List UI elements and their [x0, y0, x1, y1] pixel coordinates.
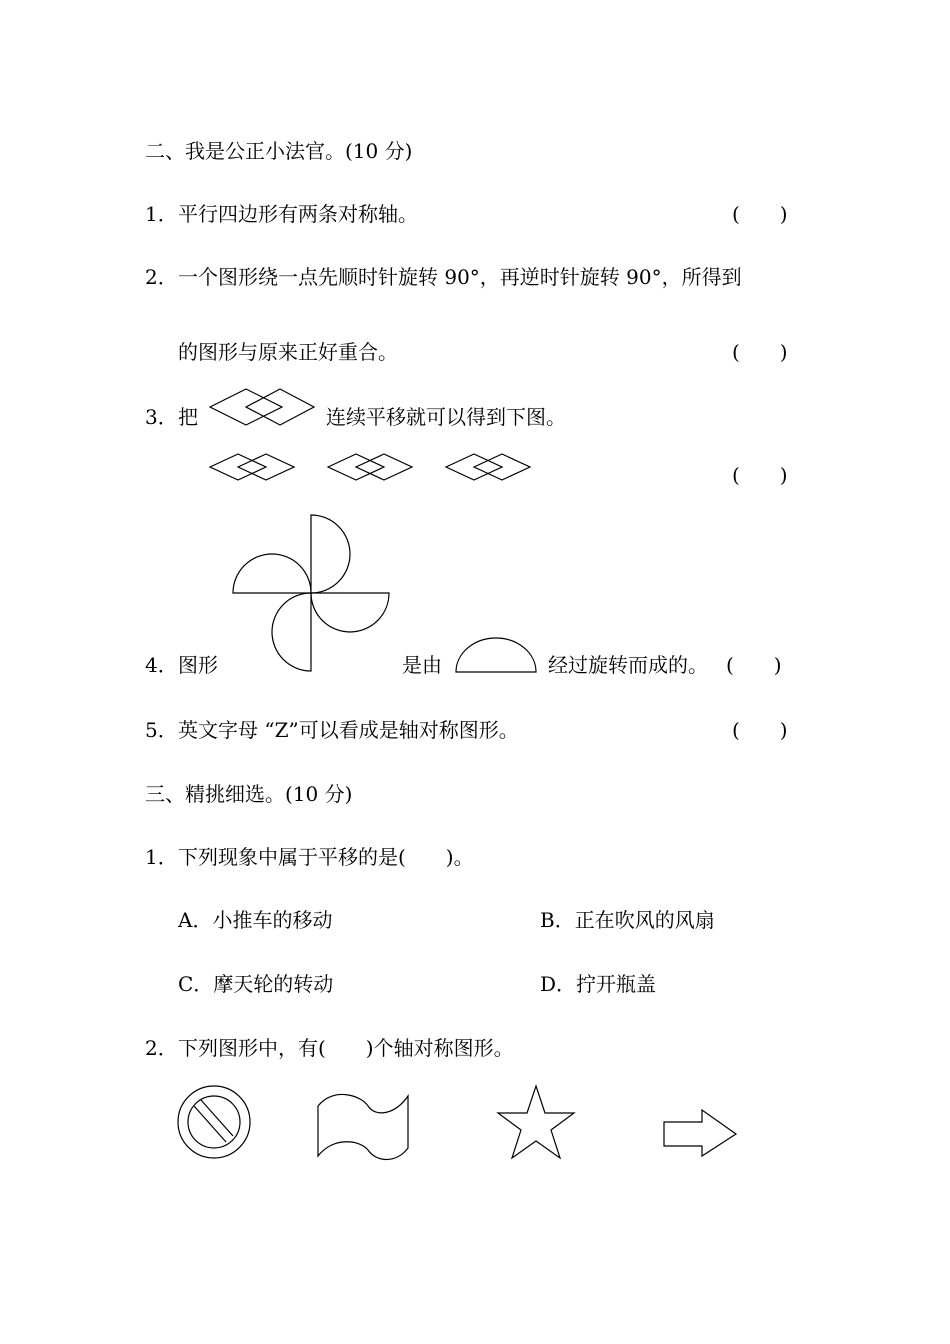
section-heading-3: 三、精挑细选。(10 分)	[145, 782, 353, 806]
option-label: B．	[540, 908, 575, 932]
option-label: C．	[178, 972, 214, 996]
item-1-answer-paren[interactable]: ( )	[732, 202, 788, 226]
option-text: 正在吹风的风扇	[574, 908, 715, 932]
item-2-text: 一个图形绕一点先顺时针旋转 90°，再逆时针旋转 90°，所得到	[178, 265, 742, 289]
q2-text: 下列图形中，有( )个轴对称图形。	[178, 1036, 514, 1060]
option-text: 拧开瓶盖	[576, 972, 657, 996]
q1-option-b[interactable]	[540, 908, 715, 932]
option-label: A．	[178, 908, 213, 932]
section-heading-2: 二、我是公正小法官。(10 分)	[145, 139, 413, 163]
item-4-middle: 是由	[402, 653, 442, 677]
item-1-text: 平行四边形有两条对称轴。	[178, 202, 418, 226]
item-4-prefix: 图形	[178, 653, 218, 677]
q1-option-c[interactable]	[178, 972, 333, 996]
q1-option-d[interactable]	[540, 972, 656, 996]
item-5-text: 英文字母 “Z”可以看成是轴对称图形。	[178, 718, 519, 742]
item-1-number: 1．	[145, 202, 178, 226]
item-4-suffix: 经过旋转而成的。	[548, 653, 708, 677]
star-icon	[496, 1084, 578, 1162]
item-4-answer-paren[interactable]: ( )	[726, 653, 782, 677]
item-2-answer-paren[interactable]: ( )	[732, 340, 788, 364]
option-text: 摩天轮的转动	[213, 972, 334, 996]
q1-text: 下列现象中属于平移的是( )。	[178, 845, 474, 869]
semicircle-icon	[454, 636, 538, 676]
q1-number: 1．	[145, 845, 178, 869]
option-label: D．	[540, 972, 577, 996]
pinwheel-icon	[230, 514, 392, 674]
arrow-right-icon	[662, 1108, 740, 1160]
translated-rhombus-row-icon	[208, 450, 538, 484]
no-sign-icon	[176, 1084, 254, 1162]
q2-number: 2．	[145, 1036, 178, 1060]
q1-option-a[interactable]	[178, 908, 332, 932]
item-2-text-line2: 的图形与原来正好重合。	[178, 340, 398, 364]
item-4-number: 4．	[145, 653, 178, 677]
item-5-number: 5．	[145, 718, 178, 742]
item-3-answer-paren[interactable]: ( )	[732, 463, 788, 487]
double-rhombus-icon	[208, 385, 320, 429]
item-5-answer-paren[interactable]: ( )	[732, 718, 788, 742]
item-3-number: 3．	[145, 405, 178, 429]
option-text: 小推车的移动	[212, 908, 333, 932]
item-3-prefix: 把	[178, 405, 198, 429]
item-2-number: 2．	[145, 265, 178, 289]
wave-flag-icon	[314, 1092, 414, 1160]
item-3-suffix: 连续平移就可以得到下图。	[326, 405, 566, 429]
